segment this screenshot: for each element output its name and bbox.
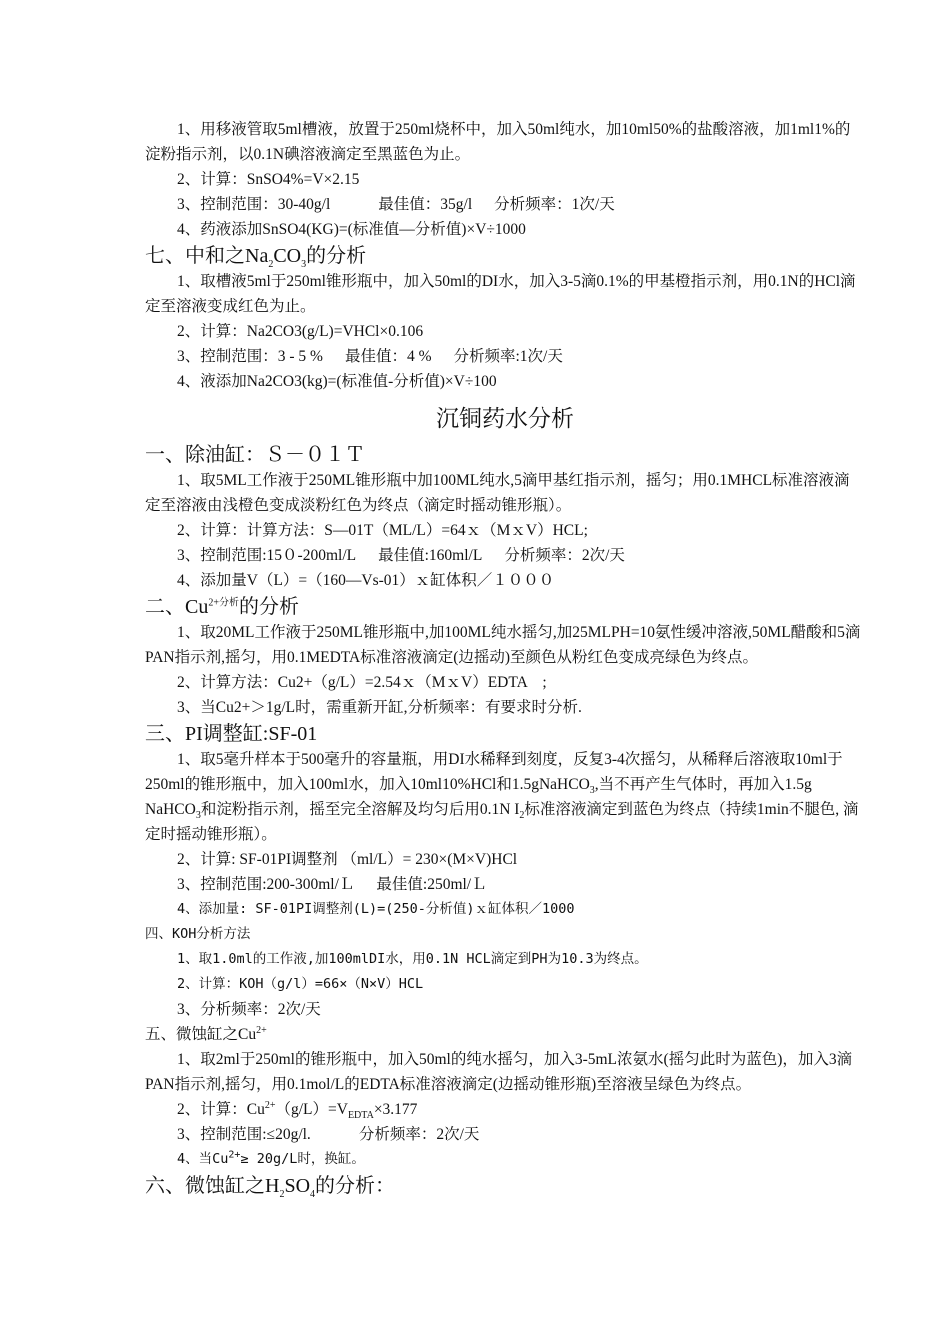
sn-step-2: 2、计算：SnSO4%=V×2.15 xyxy=(177,171,360,188)
s2-step-3: 3、当Cu2+＞1g/L时，需重新开缸,分析频率：有要求时分析. xyxy=(177,699,582,716)
s4-step-2: 2、计算：KOH（g/l）=66×（N×V）HCL xyxy=(177,976,424,992)
s4-step-1: 1、取1.0ml的工作液,加100mlDI水，用0.1N HCL滴定到PH为10.3为终点。 xyxy=(177,951,648,967)
sn-frequency: 分析频率：1次/天 xyxy=(494,196,615,213)
s3-best: 最佳值:250ml/Ｌ xyxy=(376,876,487,893)
s1-step-3 xyxy=(145,543,865,568)
s1-step-2: 2、计算：计算方法：S—01T（ML/L）=64ｘ（MｘV）HCL; xyxy=(177,522,588,539)
s3-range: 3、控制范围:200-300ml/Ｌ xyxy=(177,876,355,893)
s1-best: 最佳值:160ml/L xyxy=(378,547,483,564)
heading-microetch-cu: 五、微蚀缸之$Cu^{2+}$ xyxy=(145,1024,267,1043)
na-step-1: 1、取槽液5ml于250ml锥形瓶中，加入50ml的DI水，加入3-5滴0.1%的甲基橙指示剂，用0.1N的HCl滴定至溶液变成红色为止。 xyxy=(145,273,856,315)
sn-best: 最佳值：35g/l xyxy=(378,196,473,213)
heading-microetch-h2so4: 六、微蚀缸之$H_2SO_4$的分析： xyxy=(145,1175,396,1200)
na-best: 最佳值：4 % xyxy=(344,348,432,365)
heading-cu-analysis: 二、$Cu^{2+分析}$的分析 xyxy=(145,596,299,618)
s5-step-4: 4、当$Cu^{2+}\ge 20g/L$时，换缸。 xyxy=(177,1149,365,1167)
sn-step-3 xyxy=(145,192,865,217)
heading-koh: 四、KOH分析方法 xyxy=(145,926,251,942)
na-step-4: 4、液添加Na2CO3(kg)=(标准值-分析值)×V÷100 xyxy=(177,373,497,390)
na-frequency: 分析频率:1次/天 xyxy=(453,348,563,365)
na-range: 3、控制范围：3 - 5 % xyxy=(177,348,323,365)
s5-range: 3、控制范围:≤20g/l. xyxy=(177,1126,311,1143)
sn-step-1: 1、用移液管取5ml槽液，放置于250ml烧杯中，加入50ml纯水，加10ml50%的盐酸溶液，加1ml1%的淀粉指示剂，以0.1N碘溶液滴定至黑蓝色为止。 xyxy=(145,121,851,163)
s5-step-3 xyxy=(145,1122,865,1147)
heading-degrease-tank: 一、除油缸：Ｓ－０１Ｔ xyxy=(145,444,365,466)
sn-range: 3、控制范围：30-40g/l xyxy=(177,196,331,213)
sn-step-4: 4、药液添加SnSO4(KG)=(标准值—分析值)×V÷1000 xyxy=(177,221,526,238)
document-body xyxy=(145,117,865,1199)
s1-step-1: 1、取5ML工作液于250ML锥形瓶中加100ML纯水,5滴甲基红指示剂，摇匀；用0.1MHCL标准溶液滴定至溶液由浅橙色变成淡粉红色为终点（滴定时摇动锥形瓶）。 xyxy=(145,472,850,514)
s1-step-4: 4、添加量V（L）=（160—Vs-01）ｘ缸体积／１０００ xyxy=(177,572,555,589)
s5-step-2: 2、计算：$Cu^{2+}(g/L)=V_{EDTA}\times 3.177$ xyxy=(177,1099,418,1122)
heading-na2co3: 七、中和之$Na_2CO_3$的分析 xyxy=(145,245,367,270)
s5-step-1: 1、取2ml于250ml的锥形瓶中，加入50ml的纯水摇匀，加入3-5mL浓氨水(摇匀此时为蓝色)，加入3滴PAN指示剂,摇匀，用0.1mol/L的EDTA标准溶液滴定(边摇动锥形瓶)至溶液呈绿色为终点。 xyxy=(145,1051,853,1093)
s3-step-3 xyxy=(145,872,865,897)
s2-step-1: 1、取20ML工作液于250ML锥形瓶中,加100ML纯水摇匀,加25MLPH=10氨性缓冲溶液,50ML醋酸和5滴PAN指示剂,摇匀，用0.1MEDTA标准溶液滴定(边摇动)至颜色从粉红色变成亮绿色为终点。 xyxy=(145,624,861,666)
na-step-3 xyxy=(145,344,865,369)
s4-step-3: 3、分析频率：2次/天 xyxy=(177,1001,321,1018)
s3-step-2: 2、计算: SF-01PI调整剂 （ml/L）= 230×(M×V)HCl xyxy=(177,851,518,868)
s5-frequency: 分析频率：2次/天 xyxy=(358,1126,480,1143)
s2-step-2: 2、计算方法：Cu2+（g/L）=2.54ｘ（MｘV）EDTA ; xyxy=(177,674,547,691)
na-step-2: 2、计算：Na2CO3(g/L)=VHCl×0.106 xyxy=(177,323,424,340)
s3-step-1: 1、取5毫升样本于500毫升的容量瓶，用DI水稀释到刻度，反复3-4次摇匀，从稀释后溶液取10ml于250ml的锥形瓶中，加入100ml水，加入10ml10%HCl和1.5gNaHCO$_3$,当不再产生气体时，再加入1.5g NaHCO$_3$和淀粉指示剂，摇至完全溶解及均匀后用0.1N $I_2$标准溶液滴定到蓝色为终点（持续1min不腿色, 滴定时摇动锥形瓶）。 xyxy=(145,751,859,843)
heading-pi-tank: 三、PI调整缸:SF-01 xyxy=(145,723,318,745)
s3-step-4: 4、添加量: SF-01PI调整剂(L)=(250-分析值)ｘ缸体积／1000 xyxy=(177,901,575,917)
s1-range: 3、控制范围:15０-200ml/L xyxy=(177,547,357,564)
section-title: 沉铜药水分析 xyxy=(436,406,574,431)
s1-frequency: 分析频率：2次/天 xyxy=(504,547,625,564)
